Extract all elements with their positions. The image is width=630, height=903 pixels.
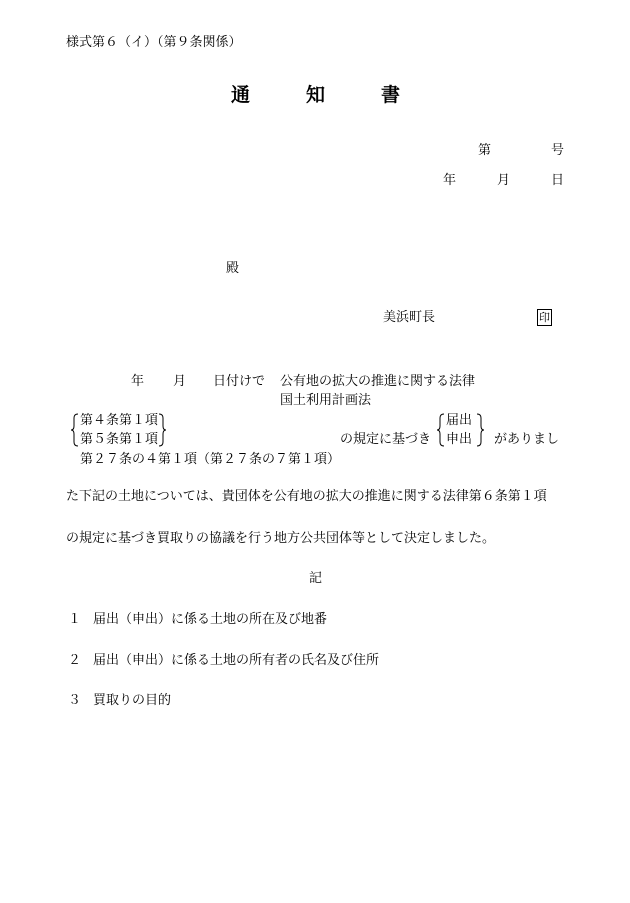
body-law-1: 公有地の拡大の推進に関する法律 bbox=[280, 374, 476, 389]
body-paragraph-2: た下記の土地については、貴団体を公有地の拡大の推進に関する法律第６条第１項 bbox=[66, 489, 547, 504]
was-made-text: がありまし bbox=[494, 432, 560, 447]
body-paragraph-3: の規定に基づき買取りの協議を行う地方公共団体等として決定しました。 bbox=[66, 531, 496, 546]
sender-name: 美浜町長 bbox=[383, 310, 436, 325]
item-2-number: ２ bbox=[68, 653, 82, 668]
date-day: 日 bbox=[551, 173, 565, 188]
title-char-3: 書 bbox=[381, 84, 401, 106]
body-date-suffix: 日付けで bbox=[213, 374, 266, 389]
ki-heading: 記 bbox=[309, 571, 323, 586]
notice-b: 申出 bbox=[446, 432, 473, 447]
item-3-text: 買取りの目的 bbox=[93, 693, 172, 708]
left-brace-icon bbox=[70, 413, 80, 447]
doc-number-dai: 第 bbox=[478, 143, 492, 158]
body-law-2: 国土利用計画法 bbox=[280, 393, 372, 408]
item-1-number: １ bbox=[68, 612, 82, 627]
form-number: 様式第６（イ）（第９条関係） bbox=[66, 35, 242, 50]
item-3-number: ３ bbox=[68, 693, 82, 708]
article-b: 第５条第１項 bbox=[80, 432, 159, 447]
body-month: 月 bbox=[173, 374, 187, 389]
doc-number-go: 号 bbox=[551, 143, 565, 158]
date-year: 年 bbox=[443, 173, 457, 188]
date-month: 月 bbox=[497, 173, 511, 188]
title-char-2: 知 bbox=[306, 84, 326, 106]
right-brace-icon bbox=[476, 413, 486, 447]
left-brace-icon bbox=[436, 413, 446, 447]
seal-mark: 印 bbox=[539, 311, 550, 324]
based-on-text: の規定に基づき bbox=[340, 432, 432, 447]
article-c: 第２７条の４第１項（第２７条の７第１項） bbox=[80, 452, 341, 467]
right-brace-icon bbox=[158, 413, 168, 447]
body-year: 年 bbox=[131, 374, 145, 389]
notice-a: 届出 bbox=[446, 413, 473, 428]
article-a: 第４条第１項 bbox=[80, 413, 159, 428]
item-1-text: 届出（申出）に係る土地の所在及び地番 bbox=[93, 612, 328, 627]
title-char-1: 通 bbox=[231, 84, 251, 106]
addressee-suffix: 殿 bbox=[226, 261, 240, 276]
item-2-text: 届出（申出）に係る土地の所有者の氏名及び住所 bbox=[93, 653, 380, 668]
